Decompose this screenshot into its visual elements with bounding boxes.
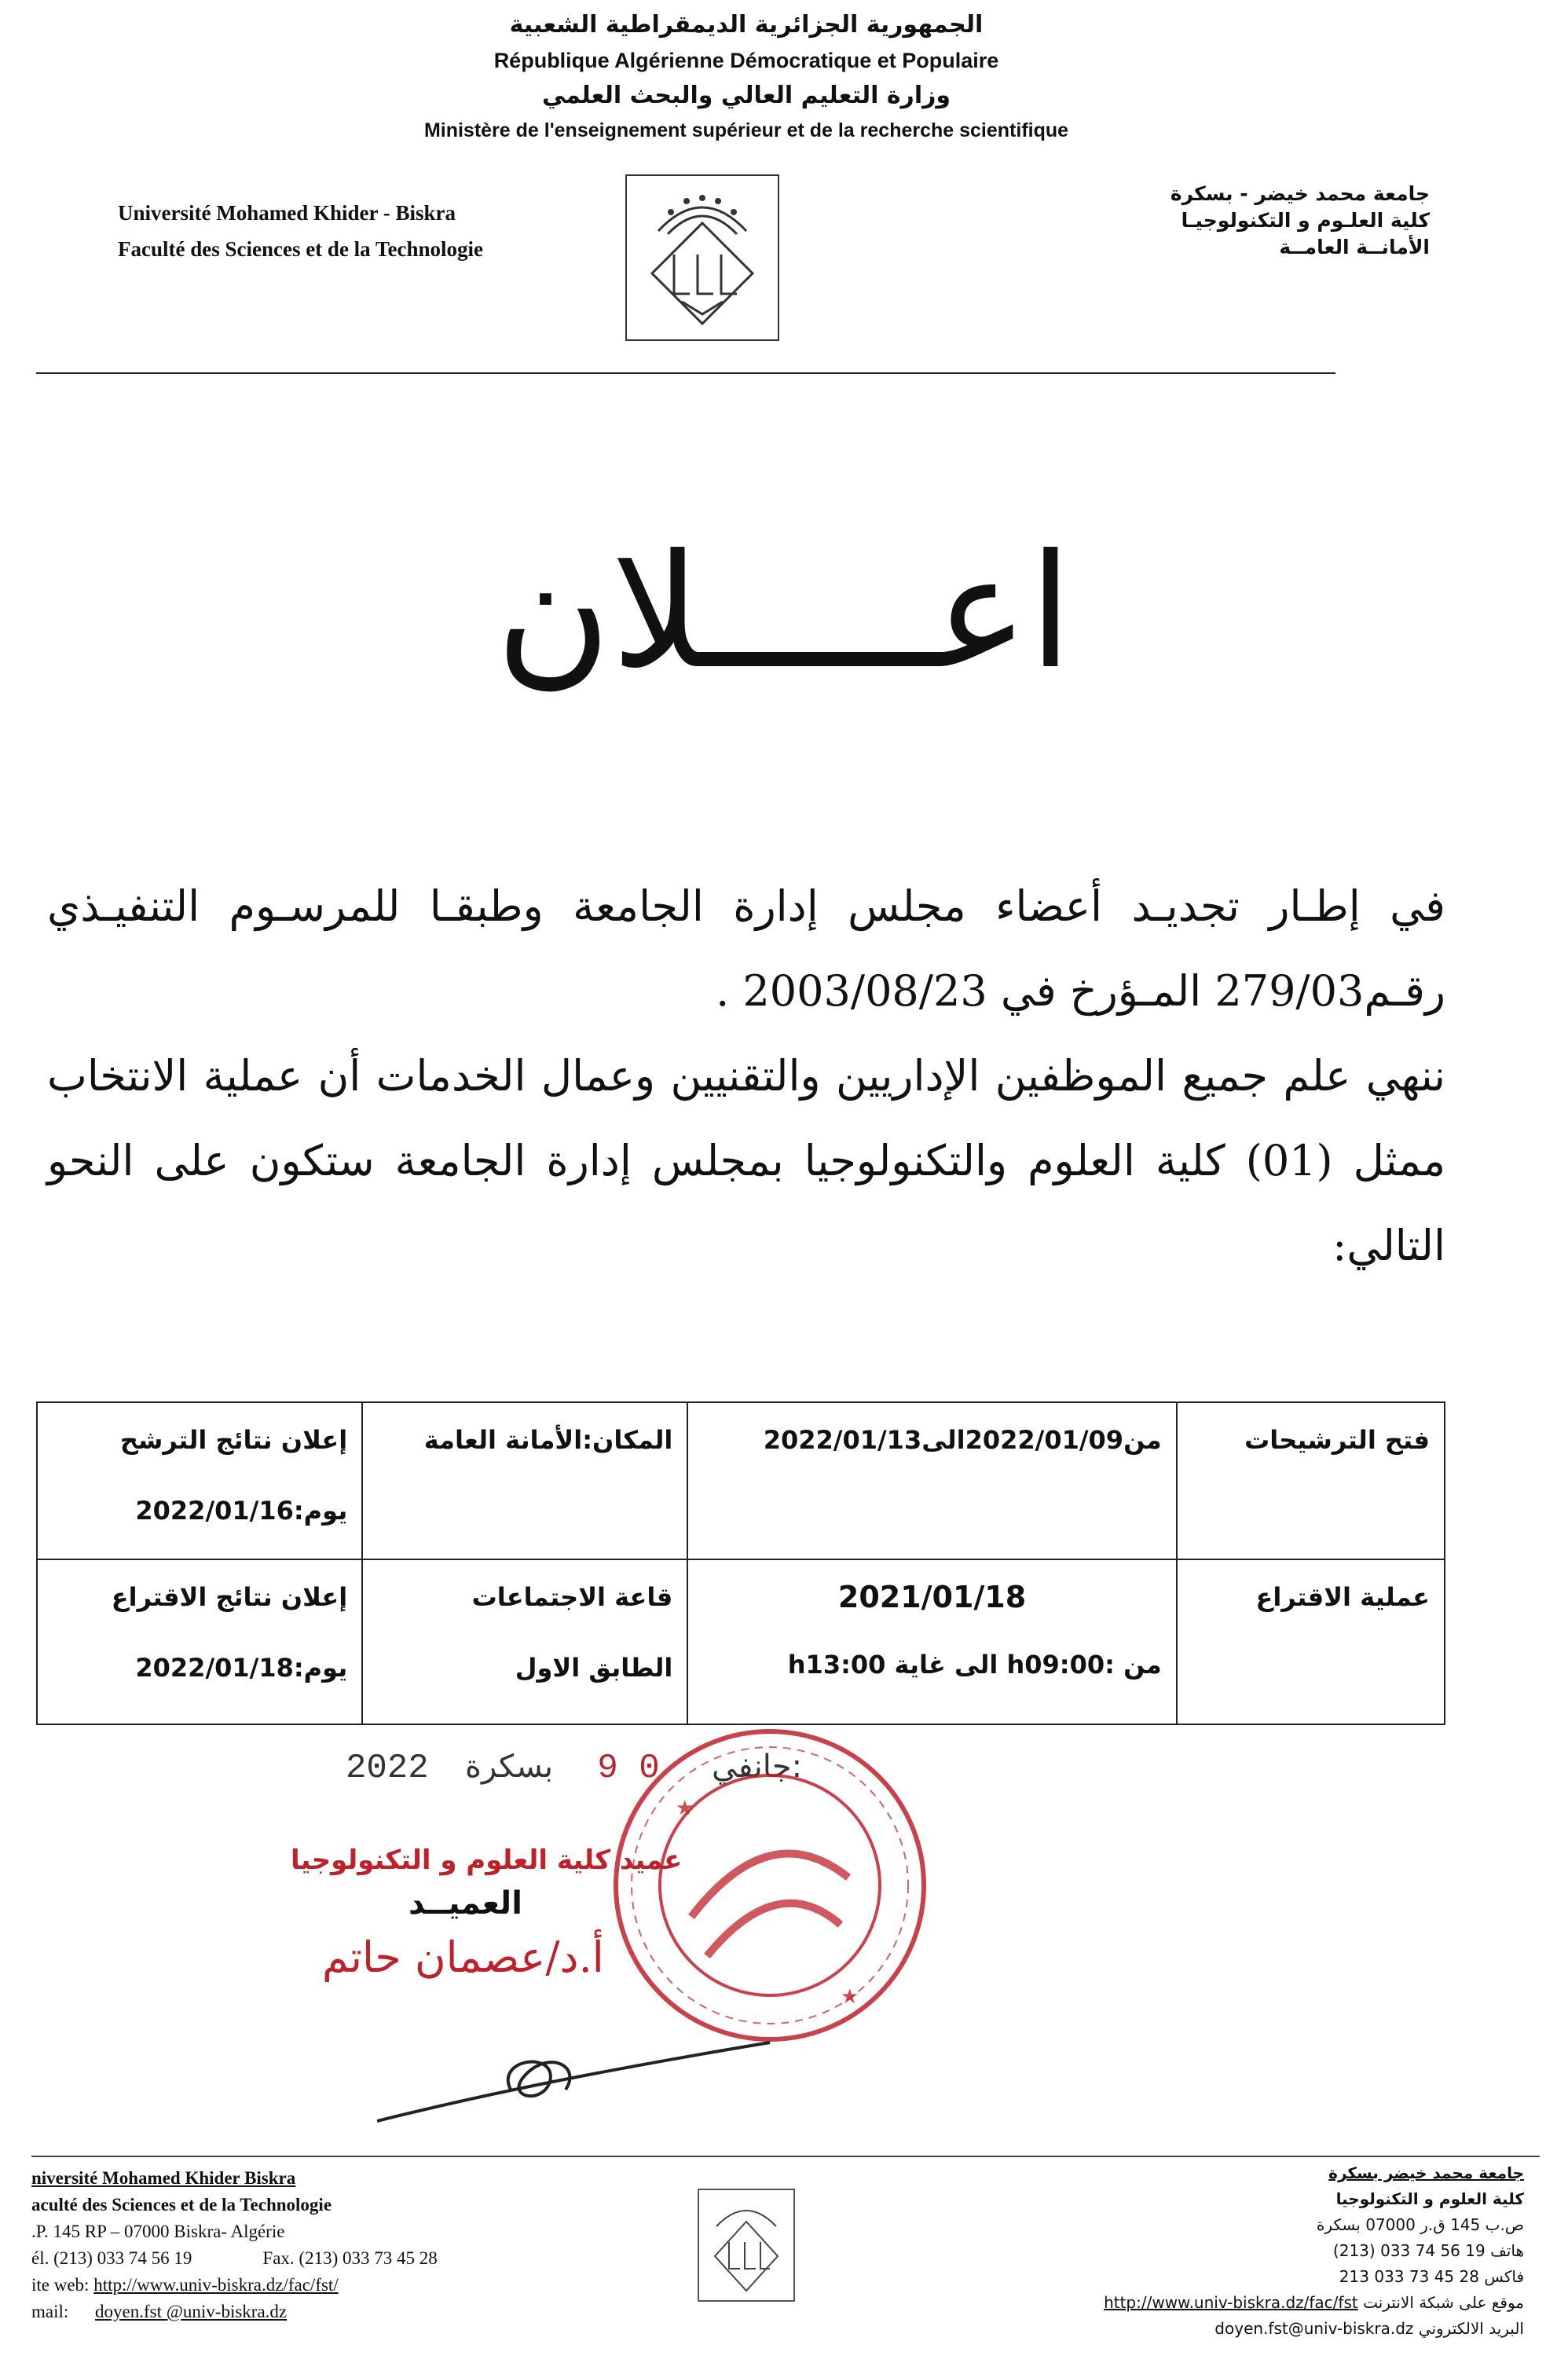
election-schedule-table (36, 1401, 1445, 1725)
svg-text:★: ★ (841, 1985, 859, 2009)
date-year: 2022 (346, 1749, 429, 1788)
voting-place-floor: الطابق الاول (515, 1653, 673, 1683)
announcement-body (47, 864, 1445, 1288)
cell-candidacy-place: المكان:الأمانة العامة (362, 1402, 687, 1559)
cell-voting-time (687, 1559, 1176, 1724)
footer-divider (31, 2156, 1540, 2157)
faculty-name-fr: Faculté des Sciences et de la Technologie (118, 237, 483, 261)
footer-address-fr: .P. 145 RP – 07000 Biskra- Algérie (31, 2222, 285, 2241)
footer-web-ar (1084, 2290, 1524, 2316)
faculty-name-ar: كلية العلـوم و التكنولوجيـا (1181, 209, 1430, 232)
header-french-ministry: Ministère de l'enseignement supérieur et de la recherche scientifique (423, 119, 1069, 141)
header-arabic-republic: الجمهورية الجزائرية الديمقراطية الشعبية (509, 11, 984, 38)
header-divider (36, 372, 1335, 374)
footer-mail-link-ar[interactable]: doyen.fst@univ-biskra.dz (1214, 2319, 1414, 2338)
university-name-ar: جامعة محمد خيضر - بسكرة (1170, 182, 1430, 205)
official-stamp-icon (605, 1720, 935, 2050)
dean-stamp-text: عميد كلية العلوم و التكنولوجيا (291, 1845, 683, 1876)
footer-mail-link[interactable]: doyen.fst @univ-biskra.dz (95, 2302, 288, 2321)
footer-phone-ar: هاتف 19 56 74 033 (213) (1332, 2241, 1524, 2260)
signer-name: أ.د/عصمان حاتم (322, 1933, 604, 1982)
footer-arabic-block (1084, 2160, 1524, 2342)
footer-university-ar: جامعة محمد خيضر بسكرة (1328, 2163, 1524, 2182)
footer-tel: él. (213) 033 74 56 19 (31, 2248, 192, 2268)
cell-candidacy-period: من2022/01/09الى2022/01/13 (687, 1402, 1176, 1559)
university-name-fr: Université Mohamed Khider - Biskra (118, 201, 456, 225)
announcement-title: اعـــــلان (495, 521, 1073, 704)
body-paragraph-2: ننهي علم جميع الموظفين الإداريين والتقنيين وعمال الخدمات أن عملية الانتخاب ممثل (01) كلية العلوم والتكنولوجيا بمجلس إدارة الجامعة ستكون على النحو التالي: (47, 1051, 1445, 1270)
footer-logo-icon (699, 2190, 793, 2300)
voting-hours: من :h09:00 الى غاية h13:00 (787, 1650, 1162, 1680)
cell-phase-candidacy: فتح الترشيحات (1177, 1402, 1445, 1559)
candidacy-results-date: يوم:2022/01/16 (135, 1496, 348, 1526)
candidacy-results-label: إعلان نتائج الترشح (119, 1425, 348, 1455)
footer-faculty-ar: كلية العلوم و التكنولوجيا (1335, 2189, 1524, 2208)
handwritten-signature-icon (377, 2011, 786, 2137)
university-arabic-block (1131, 181, 1430, 261)
university-logo (625, 174, 779, 341)
footer-faculty-fr: aculté des Sciences et de la Technologie (31, 2195, 332, 2215)
table-row (37, 1559, 1445, 1724)
footer-web-link[interactable]: http://www.univ-biskra.dz/fac/fst/ (93, 2275, 339, 2295)
footer-web-fr (31, 2272, 438, 2299)
header-french-republic: République Algérienne Démocratique et Populaire (493, 49, 999, 72)
cell-voting-results (37, 1559, 362, 1724)
footer-mail-label: mail: (31, 2302, 69, 2321)
footer-fax-ar: فاكس 28 45 73 033 213 (1339, 2267, 1524, 2286)
footer-web-link-ar[interactable]: http://www.univ-biskra.dz/fac/fst (1104, 2293, 1358, 2312)
footer-web-label: ite web: (31, 2275, 90, 2295)
secretariat-name-ar: الأمانــة العامــة (1279, 236, 1430, 258)
voting-results-date: يوم:2022/01/18 (135, 1653, 348, 1683)
body-paragraph-1: في إطـار تجديـد أعضاء مجلس إدارة الجامعة وطبقـا للمرسـوم التنفيـذي رقـم279/03 المـؤرخ في 2003/08/23 . (47, 881, 1445, 1016)
table-row (37, 1402, 1445, 1559)
footer-web-label-ar: موقع على شبكة الانترنت (1363, 2293, 1524, 2312)
footer-mail-fr (31, 2299, 438, 2325)
footer-address-ar: ص.ب 145 ق.ر 07000 بسكرة (1316, 2215, 1524, 2234)
official-stamp (605, 1720, 935, 2050)
voting-results-label: إعلان نتائج الاقتراع (111, 1582, 348, 1612)
footer-fax: Fax. (213) 033 73 45 28 (262, 2248, 438, 2268)
cell-candidacy-results (37, 1402, 362, 1559)
dean-title: العميــد (408, 1885, 522, 1922)
footer-mail-ar (1084, 2316, 1524, 2342)
date-day: 0 9 (597, 1749, 660, 1788)
voting-place-room: قاعة الاجتماعات (471, 1582, 673, 1612)
university-french-block (118, 195, 483, 267)
svg-text:★: ★ (676, 1797, 694, 1820)
footer-tel-fax-fr (31, 2245, 438, 2272)
footer-mail-label-ar: البريد الالكتروني (1418, 2319, 1524, 2338)
cell-phase-voting: عملية الاقتراع (1177, 1559, 1445, 1724)
footer-french-block (31, 2165, 438, 2325)
date-city-label: بسكرة: (465, 1749, 803, 1785)
footer-university-fr: niversité Mohamed Khider Biskra (31, 2168, 296, 2188)
date-month: جانفي (712, 1749, 792, 1785)
header-arabic-ministry: وزارة التعليم العالي والبحث العلمي (541, 82, 951, 109)
voting-date: 2021/01/18 (837, 1580, 1027, 1614)
university-logo-icon (627, 176, 778, 339)
footer-logo (698, 2189, 795, 2302)
cell-voting-place (362, 1559, 687, 1724)
